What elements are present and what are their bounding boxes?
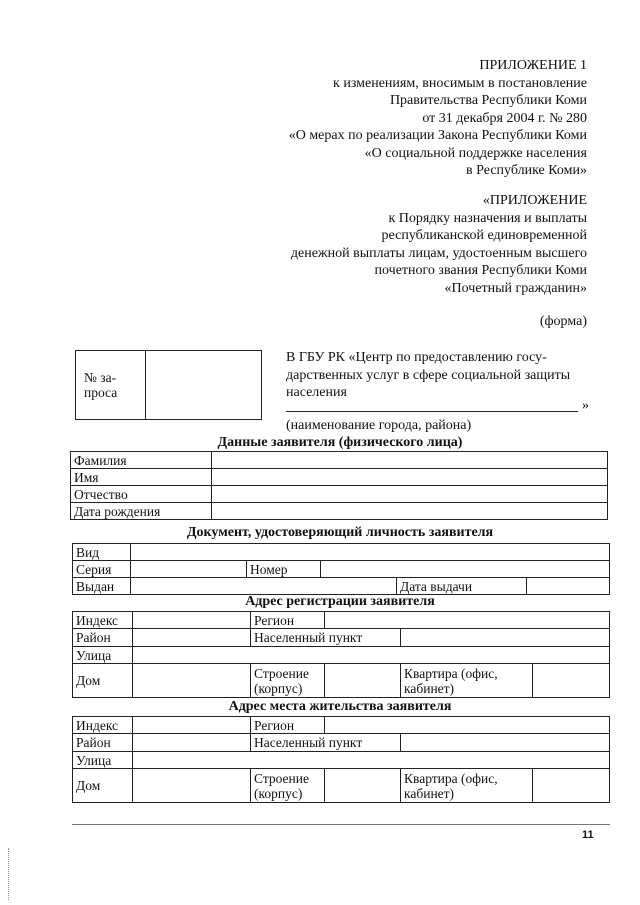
res-address-heading: Адрес места жительства заявителя [228,699,452,714]
doc-number-field[interactable] [321,561,610,578]
annex1-line: в Республике Коми» [466,163,587,178]
annex2-line: республиканской единовременной [381,228,587,243]
annex1-line: Правительства Республики Коми [389,93,587,108]
surname-label: Фамилия [71,452,212,469]
annex1-line: к изменениям, вносимым в постановление [333,76,587,91]
res-address-table [72,716,610,803]
addressee-line: дарственных услуг в сфере социальной защиты [286,367,571,383]
applicant-heading: Данные заявителя (физического лица) [217,435,463,450]
res-locality-field[interactable] [401,734,610,752]
reg-house-label: Дом [73,664,133,698]
reg-region-field[interactable] [325,612,610,629]
res-district-label: Район [73,734,133,752]
reg-index-label: Индекс [73,612,133,629]
res-house-label: Дом [73,769,133,803]
res-apartment-label: Квартира (офис, кабинет) [401,769,610,803]
name-field[interactable] [212,469,608,486]
res-index-field[interactable] [133,717,251,734]
reg-region-label: Регион [251,612,325,629]
birthdate-field[interactable] [212,503,608,520]
doc-type-label: Вид [73,544,131,561]
applicant-table [70,451,608,520]
annex2-line: денежной выплаты лицам, удостоенным высшего [290,246,587,261]
footer-rule [72,824,610,825]
doc-issued-field[interactable] [131,578,397,595]
doc-issued-label: Выдан [73,578,131,595]
request-number-box [75,350,262,420]
reg-street-field[interactable] [133,647,610,664]
res-street-field[interactable] [133,752,610,769]
res-index-label: Индекс [73,717,133,734]
res-house-field[interactable] [133,769,251,803]
doc-type-field[interactable] [131,544,610,561]
reg-apartment-field[interactable] [532,664,609,698]
name-label: Имя [71,469,212,486]
id-document-heading: Документ, удостоверяющий личность заявителя [186,525,494,540]
reg-apartment-label: Квартира (офис, кабинет) [401,664,610,698]
city-district-caption: (наименование города, района) [286,418,472,433]
res-street-label: Улица [73,752,133,769]
id-document-table [72,543,610,595]
birthdate-label: Дата рождения [71,503,212,520]
reg-district-field[interactable] [133,629,251,647]
request-number-field[interactable] [146,351,262,420]
reg-building-label: Строение (корпус) [251,664,325,698]
annex2-line: к Порядку назначения и выплаты [388,211,587,226]
res-district-field[interactable] [133,734,251,752]
annex2-line: «Почетный гражданин» [444,281,587,296]
doc-series-label: Серия [73,561,131,578]
annex2-title: «ПРИЛОЖЕНИЕ [482,193,587,208]
doc-issue-date-field[interactable] [527,578,610,595]
reg-locality-field[interactable] [401,629,610,647]
addressee-line: В ГБУ РК «Центр по предоставлению госу- [286,350,547,365]
res-region-field[interactable] [325,717,610,734]
annex1-line: «О социальной поддержке населения [364,146,587,161]
request-number-label: № за- проса [76,351,146,420]
reg-address-table [72,611,610,698]
addressee-line: населения [286,385,347,400]
page-number: 11 [582,829,594,841]
res-apartment-field[interactable] [532,769,609,803]
doc-number-label: Номер [247,561,321,578]
doc-issue-date-label: Дата выдачи [397,578,527,595]
form-label: (форма) [539,314,587,329]
city-district-field[interactable] [286,411,578,412]
addressee-closing-quote: » [582,398,589,413]
surname-field[interactable] [212,452,608,469]
annex1-title: ПРИЛОЖЕНИЕ 1 [479,58,587,73]
patronymic-field[interactable] [212,486,608,503]
reg-index-field[interactable] [133,612,251,629]
reg-address-heading: Адрес регистрации заявителя [245,594,435,609]
annex1-line: «О мерах по реализации Закона Республики Коми [288,128,587,143]
reg-street-label: Улица [73,647,133,664]
annex1-line: от 31 декабря 2004 г. № 280 [422,111,587,126]
addressee [286,349,570,402]
res-locality-label: Населенный пункт [251,734,401,752]
reg-building-field[interactable] [325,664,401,698]
doc-series-field[interactable] [131,561,247,578]
patronymic-label: Отчество [71,486,212,503]
res-building-field[interactable] [325,769,401,803]
annex2-line: почетного звания Республики Коми [374,263,587,278]
reg-house-field[interactable] [133,664,251,698]
res-region-label: Регион [251,717,325,734]
reg-locality-label: Населенный пункт [251,629,401,647]
scan-edge-mark [8,848,10,900]
res-building-label: Строение (корпус) [251,769,325,803]
reg-district-label: Район [73,629,133,647]
